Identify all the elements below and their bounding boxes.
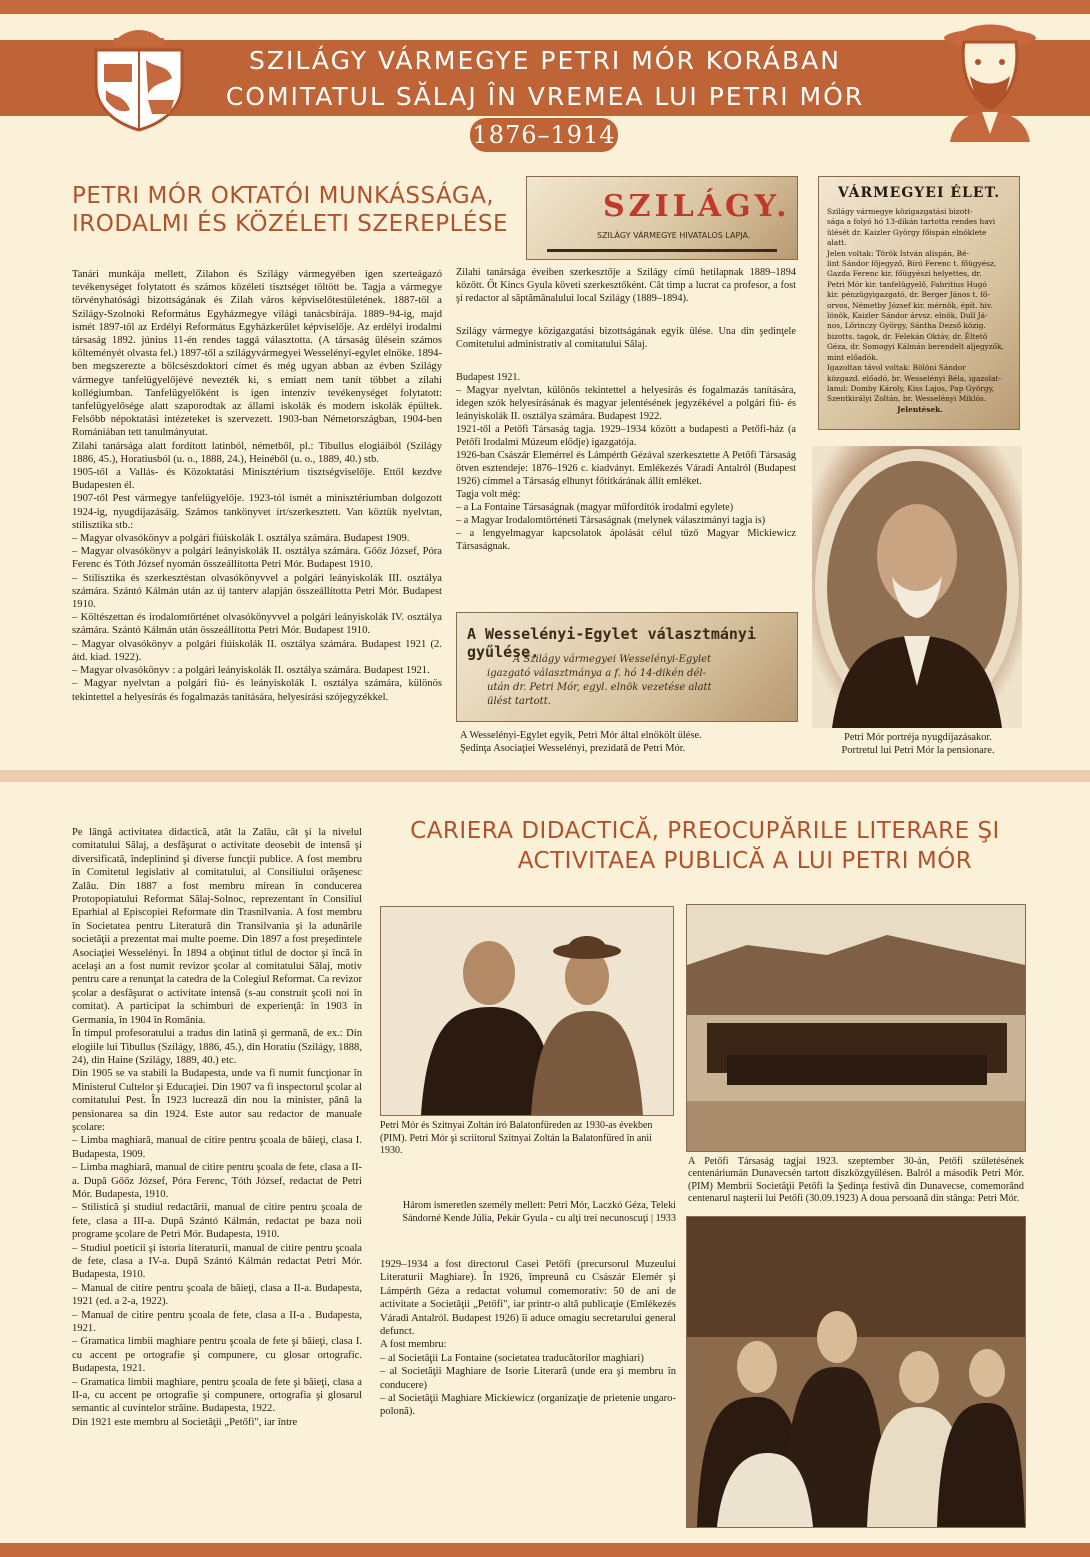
clipping-line: A Szilágy vármegyei Wesselényi-Egylet xyxy=(513,654,712,665)
ro-middle-paragraph: – al Societăţii Maghiare de Isorie Literară (unde era şi membru în conducere) xyxy=(380,1366,676,1391)
clipping-line: Jelentések. xyxy=(897,404,943,414)
section-ro-title-line2: ACTIVITAEA PUBLICĂ A LUI PETRI MÓR xyxy=(517,848,973,874)
two-men-photo-icon xyxy=(381,907,673,1115)
portrait-caption-ro: Portretul lui Petri Mór la pensionare. xyxy=(841,744,995,756)
varmegyei-elet-clipping xyxy=(818,176,1020,430)
section-ro-paragraph: – Stilistică şi studiul redactării, manual de citire pentru şcoala de fete, clasa a III-a. După Szántó Kálmán, redactat pe baza noii programe şcolare de Petri Mór. Budapesta, 1910. xyxy=(72,1202,362,1241)
petri-mor-portrait-icon xyxy=(930,12,1050,142)
clipping-line: Géza, dr. Somogyi Kálmán berendelt aljegyzők, xyxy=(827,342,1004,352)
section-hu-paragraph: – Magyar nyelvtan a polgári fiú- és leányiskolák I. osztálya számára, különös tekintettel a helyesírás és fogalmazás tanítására, helyesírási szójegyzékkel. xyxy=(72,678,442,703)
clipping-line: Igazoltan távol voltak: Bölöni Sándor xyxy=(827,363,966,373)
section-hu-paragraph: Tanári munkája mellett, Zilahon és Szilágy vármegyében igen szerteágazó tevékenységet folytatott és számos közéleti tisztséget töltött be. Tagja a vármegye törvényhatósági bizottságának és Zilah város képviselőtestületének. 1887-től a Szilágy-Szolnoki Református Egyházmegye világi tanácsbírája. 1889–94-ig, majd ismét 1897-től az Erdélyi Református Egyházkerület képviselője. Az erdélyi irodalmi társaság 1892. június 11-én rendes taggá választotta. (A társaság ülésein számos költeményét olvasta fel.) 1897-től a szilágyvármegyei Wesselényi-egylet elnöke. 1894-ben megszerezte a bölcsészdoktori címet és még ugyan abban az évben Szilágy vármegye tanfelügyelőjévé nevezték ki, s emiatt nem tanít többet a zilahi kollégiumban. Tanfelügyelőként is igen intenzív tevékenységet folytatott: tanfelügyelősége alatt szaporodtak az állami iskolák és modern iskolák épültek. Felsőbb népoktatási intézeteket is szervezett. 1903-ban Németországban, 1904-ben Romániában tett tanulmányutat. xyxy=(72,269,442,439)
clipping-line: közgazd. előadó, br. Wesselényi Béla, igazolat- xyxy=(827,373,1001,383)
section-ro-paragraph: Pe lângă activitatea didactică, atât la Zalău, cât şi la nivelul comitatului Sălaj, a desfăşurat o activitate deosebit de intensă şi diversificată, îndeplinind şi diverse funcţii publice. A fost membru în Comitetul legislativ al comitatului, al Consiliului orăşenesc Zalău. Din 1887 a fost membru mirean în conducerea Protopopiatului Reformat Sălaj-Solnoc, reprezentant în Consiliul Eparhial al Episcopiei Reformate din Trasnilvania. A fost membru în Societatea pentru Literatură din Transilvania şi la adunările societăţii a prezentat mai multe poeme. Din 1897 a fost preşedintele Asociaţiei Wesselényi. În 1894 a obţinut titlul de doctor şi încă în acelaşi an a fost numit revizor şcolar al comitatului Sălaj, motiv pentru care a renunţat la catedra de la Colegiul Reformat. Ca revizor şcolar a desfăşurat o activitate intensă (s-au construit şcoli noi în comitat). A participat la schimburi de experienţă: în 1903 în Germania, în 1904 în România. xyxy=(72,827,363,1026)
ro-middle-paragraph: A fost membru: xyxy=(380,1339,447,1351)
group-photo-icon xyxy=(687,905,1025,1151)
section-ro-paragraph: – Studiul poeticii şi istoria literaturii, manual de citire pentru şcoala de fete, clasa a IV-a. După Szántó Kálmán redactat Petri Mór. Budapesta, 1910. xyxy=(72,1242,362,1281)
clipping-line: ülését dr. Kaizler György főispán elnöklete xyxy=(827,227,987,237)
clipping-line: Szilágy vármegye közigazgatási bizott- xyxy=(827,207,973,216)
bottom-band xyxy=(0,1543,1090,1557)
clipping-line: Gazda Ferenc kir. főügyészi helyettes, dr. xyxy=(827,269,982,279)
clipping-line: bizotts. tagok, dr. Felekán Oktáv, dr. Éltető xyxy=(827,331,988,341)
section-hu-body xyxy=(72,268,442,704)
section-ro-title-line1: CARIERA DIDACTICĂ, PREOCUPĂRILE LITERARE ŞI xyxy=(410,818,1000,844)
section-ro-paragraph: – Limba maghiară, manual de citire pentru şcoala de băieţi, clasa I. Budapesta, 1909. xyxy=(72,1135,362,1160)
section-ro-paragraph: – Manual de citire pentru şcoala de băieţi, clasa a II-a. Budapesta, 1921 (ed. a 2-a, 1922). xyxy=(72,1282,362,1308)
clipping-line: Petri Mór kir. tanfelügyelő, Fabritius Hugó xyxy=(827,279,987,289)
wesselenyi-clipping-title: A Wesselényi-Egylet választmányi gyűlése. xyxy=(467,625,756,661)
petri-mor-retirement-portrait xyxy=(812,446,1022,728)
ro-middle-paragraph: 1929–1934 a fost directorul Casei Petőfi (precursorul Muzeului Literaturii Maghiare). În 1926, împreună cu Császár Elemér şi Lámpérth Géza a redactat volumul comemorativ: 50 de ani de activitate a Societăţii „Petőfi", iar printr-o altă publicaţie (Emlékezés Váradi Antalról. Budapest 1926) îi aduce omagiu secretarului general defunct. xyxy=(380,1259,676,1338)
middle-paragraph: – Magyar nyelvtan, különös tekintettel a helyesírás és fogalmazás tanítására, idegen szók helyesírásának és magyar jelentésének jegyzékével a polgári fiú- és leányiskolák II. osztálya számára. Budapest 1922. xyxy=(456,385,796,422)
section-ro-paragraph: – Limba maghiară, manual de citire pentru şcoala de fete, clasa a II-a. După Gőőz József, Póra Ferenc, Tóth József, redactat de Petri Mór. Budapesta, 1910. xyxy=(72,1162,362,1200)
portrait-figure-icon xyxy=(812,446,1022,728)
balatonfured-caption: Petri Mór és Szitnyai Zoltán író Balatonfüreden az 1930-as években (PIM). Petri Mór şi scriitorul Szitnyai Zoltán la Balatonfüred în anii 1930. xyxy=(380,1120,653,1156)
group-photo-caption: A Petőfi Társaság tagjai 1923. szeptember 30-án, Petőfi születésének centenáriumán Dunavecsén tartott diszközgyűlésen. Balról a második Petri Mór. (PIM) Membrii Societăţii Petőfi la Şedinţa festivă din Dunavecse, comemorând centenarul naşterii lui Petőfi (30.09.1923) A doua persoană din stânga: Petri Mór. xyxy=(688,1156,1024,1205)
portrait-caption xyxy=(810,732,1026,757)
clipping-line: alatt. xyxy=(827,238,847,248)
clipping-line: lint Sándor főjegyző, Bíró Ferenc t. főügyész, xyxy=(827,259,997,269)
wesselenyi-caption-ro: Şedinţa Asociaţiei Wesselényi, prezidată de Petri Mór. xyxy=(460,742,686,754)
section-ro-paragraph: – Gramatica limbii maghiare, pentru şcoala de fete şi băieţi, clasa a II-a, cu accent pe ortografie şi compunere, ortografia şi glosarul semantic al cuvintelor străine. Budapesta, 1922. xyxy=(72,1376,362,1415)
section-hu-paragraph: Zilahi tanársága alatt fordított latinból, németből, pl.: Tibullus elogiáiból (Szilágy 1886, 45.), Horatiusból (u. o., 1888, 24.), Heinéből (u. o., 1889, 40.) stb. xyxy=(72,440,442,465)
petofi-society-group-photo xyxy=(686,904,1026,1152)
clipping-line: kir. pénzügyigazgató, dr. Berger János t. fő- xyxy=(827,290,990,300)
header-title-ro: COMITATUL SĂLAJ ÎN VREMEA LUI PETRI MÓR xyxy=(225,82,865,111)
middle-paragraph: Budapest 1921. xyxy=(456,372,521,383)
clipping-line: lönök, Kaizler Sándor árvsz. elnök, Dull Já- xyxy=(827,311,988,321)
middle-paragraph: – a Magyar Irodalomtörténeti Társaságnak (melynek választmányi tagja is) xyxy=(456,515,766,526)
section-hu-paragraph: – Stilisztika és szerkesztéstan olvasókönyvvel a polgári leányiskolák III. osztálya számára. Szántó Kálmán után az új tanterv alapján összeállította Petri Mór. Budapest 1910. xyxy=(72,572,442,611)
szilagy-newspaper-clipping xyxy=(526,176,798,260)
middle-paragraph: – a lengyelmagyar kapcsolatok ápolását célul tűző Magyar Mickiewicz Társaságnak. xyxy=(456,528,796,552)
section-hu-title-line2: IRODALMI ÉS KÖZÉLETI SZEREPLÉSE xyxy=(72,211,509,237)
coat-of-arms-icon xyxy=(84,24,194,134)
section-hu-paragraph: – Magyar olvasókönyv a polgári leányiskolák II. osztálya számára. Gőőz József, Póra Ferenc és Tóth József nyomán összeállította Petri Mór. Budapest 1910. xyxy=(72,546,442,571)
wesselenyi-caption-hu: A Wesselényi-Egylet egyik, Petri Mór által elnökölt ülése. xyxy=(460,730,702,741)
wesselenyi-caption xyxy=(460,730,800,755)
ro-middle-column xyxy=(380,1258,676,1419)
header-years: 1876–1914 xyxy=(470,118,618,152)
four-persons-caption: Három ismeretlen személy mellett: Petri Mór, Laczkó Géza, Teleki Sándorné Kende Júlia, Pekár Gyula - cu alţi trei necunoscuţi | 1933 xyxy=(402,1200,676,1224)
clipping-line: orvos, Németby József kir. mérnök, épít. hiv. xyxy=(827,300,993,310)
header-title-hu: SZILÁGY VÁRMEGYE PETRI MÓR KORÁBAN xyxy=(249,46,841,75)
clipping-line: mint előadók. xyxy=(827,352,879,362)
clipping-line: sága a folyó hó 13-dikán tartotta rendes havi xyxy=(827,217,996,227)
szilagy-clipping-title: SZILÁGY. xyxy=(603,189,791,224)
portrait-caption-hu: Petri Mór portréja nyugdíjazásakor. xyxy=(844,732,992,743)
section-divider xyxy=(0,770,1090,782)
seven-people-photo-icon xyxy=(687,1217,1025,1527)
section-hu-paragraph: 1905-től a Vallás- és Közoktatási Minisztérium tisztségviselője. Ettől kezdve Budapesten él. xyxy=(72,467,442,492)
clipping-line: Jelen voltak: Török István alispán, Bé- xyxy=(827,248,969,258)
section-hu-paragraph: – Költészettan és irodalomtörténet olvasókönyvvel a polgári leányiskolák IV. osztálya számára. Szántó Kálmán után összeállította Petri Mór. Budapest 1910. xyxy=(72,612,442,637)
section-ro-paragraph: – Manual de citire pentru şcoala de fete, clasa a II-a . Budapesta, 1921. xyxy=(72,1309,362,1335)
section-hu-paragraph: – Magyar olvasókönyv a polgári fiúiskolák I. osztálya számára. Budapest 1909. xyxy=(72,533,410,545)
section-hu-title-line1: PETRI MÓR OKTATÓI MUNKÁSSÁGA, xyxy=(72,183,495,209)
section-ro-paragraph: Din 1921 este membru al Societăţii „Petőfi", iar între xyxy=(72,1416,298,1428)
caption-szilagy: Zilahi tanársága éveiben szerkesztője a Szilágy című hetilapnak 1889–1894 között. Őt Kincs Gyula követi szerkesztőként. Cât timp a lucrat ca profesor, a fost şi redactor al săptămânalului local Szilágy (1889–1894). xyxy=(456,267,796,304)
clipping-line: után dr. Petri Mór, egyl. elnök vezetése alatt xyxy=(487,682,712,693)
section-ro-paragraph: În timpul profesoratului a tradus din latină şi germană, de ex.: Din elogiile lui Tibullus (Szilágy, 1886, 45.), din Horatiu (Szilágy, 1888, 24), din Haine (Szilágy, 1889, 40.) etc. xyxy=(72,1028,362,1066)
section-ro-paragraph: – Gramatica limbii maghiare pentru şcoala de fete şi băieţi, clasa I. cu accent pe ortografie şi compunere, cu glosar ortografic. Budapesta, 1921. xyxy=(72,1336,362,1375)
section-hu-paragraph: 1907-től Pest vármegye tanfelügyelője. 1923-tól ismét a minisztériumban dolgozott 1924-ig, nyugdíjazásáig. Számos tankönyvet írt/szerkesztett. Van köztük nyelvtan, stilisztika stb.: xyxy=(72,493,442,531)
szilagy-clipping-subtitle: SZILÁGY VÁRMEGYE HIVATALOS LAPJA. xyxy=(597,231,751,240)
photo-1933-group xyxy=(686,1216,1026,1528)
balatonfured-photo xyxy=(380,906,674,1116)
ro-middle-paragraph: – al Societăţii La Fontaine (societatea traducătorilor maghiari) xyxy=(380,1352,644,1364)
clipping-rule xyxy=(547,249,777,252)
clipping-line: lanul: Domby Károly, Kiss Lajos, Pap György, xyxy=(827,383,995,393)
wesselenyi-clipping xyxy=(456,612,798,722)
clipping-line: nos, Lőrinczy György, Sántha Dezső közig. xyxy=(827,321,986,331)
section-ro-paragraph: Din 1905 se va stabili la Budapesta, unde va fi numit funcţionar în Ministerul Cultelor şi Educaţiei. Din 1907 va fi inspectorul şcolar al comitatului Pest. În 1923 lucrează din nou la minister, până la pensionarea sa din 1924. Este autor sau redactor de manuale şcolare: xyxy=(72,1068,362,1133)
middle-paragraph: – a La Fontaine Társaságnak (magyar műfordítók irodalmi egylete) xyxy=(456,502,734,513)
section-ro-body xyxy=(72,826,362,1429)
clipping-line: Szentkirályi Zoltán, br. Wesselényi Miklós. xyxy=(827,394,987,404)
ro-middle-paragraph: – al Societăţii Maghiare Mickiewicz (organizaţie de prietenie ungaro-polonă). xyxy=(380,1393,676,1418)
caption-bizottsag: Szilágy vármegye közigazgatási bizottságának egyik ülése. Una din şedinţele Comitetului administrativ al comitatului Sălaj. xyxy=(456,326,796,350)
middle-paragraph: 1921-től a Petőfi Társaság tagja. 1929–1934 között a budapesti a Petőfi-ház (a Petőfi Irodalmi Múzeum elődje) igazgatója. xyxy=(456,424,796,448)
clipping-line: igazgató választmánya a f. hó 14-dikén dél- xyxy=(487,668,706,679)
middle-column xyxy=(456,266,796,553)
clipping-line: ülést tartott. xyxy=(487,696,551,707)
varmegyei-clipping-title: VÁRMEGYEI ÉLET. xyxy=(837,185,1001,201)
top-band xyxy=(0,0,1090,14)
section-hu-paragraph: – Magyar olvasókönyv a polgári fiúiskolák II. osztálya számára. Budapest 1921 (2. átd. kiad. 1922). xyxy=(72,638,442,663)
middle-paragraph: 1926-ban Császár Elemérrel és Lámpérth Gézával szerkesztette A Petőfi Társaság ötven esztendeje: 1876–1926 c. kiadványt. Emlékezés Váradi Antalról (Budapest 1926) címmel a Társaság elhunyt főtitkárának állít emléket. xyxy=(456,450,796,487)
section-hu-paragraph: – Magyar olvasókönyv : a polgári leányiskolák II. osztálya számára. Budapest 1921. xyxy=(72,665,430,677)
middle-paragraph: Tagja volt még: xyxy=(456,489,521,500)
